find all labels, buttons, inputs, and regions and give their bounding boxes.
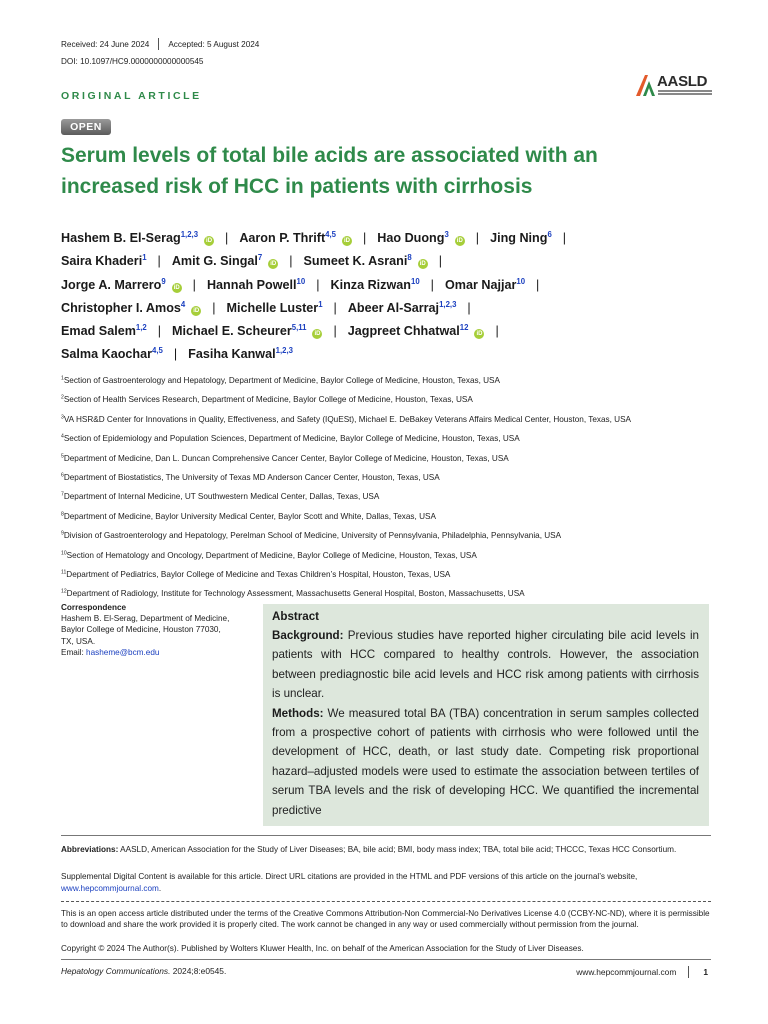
affiliation-item [61,453,721,472]
affiliation-text: Department of Internal Medicine, UT Southwestern Medical Center, Dallas, Texas, USA [63,492,380,502]
author-line [61,274,711,297]
doi[interactable]: DOI: 10.1097/HC9.0000000000000545 [61,57,204,66]
background-label: Background: [272,629,344,642]
author-separator: | [333,300,337,315]
author-separator: | [173,347,178,362]
author-separator: | [157,324,162,339]
background-text: Previous studies have reported higher circulating bile acid levels in patients with HCC compared to healthy controls. However, the association between prediagnostic bile acid levels and HCC risk among patients with cirrhosis is unclear. [272,629,699,701]
correspondence-email-line [61,647,251,658]
footer-separator [688,966,689,978]
email-link[interactable]: hasheme@bcm.edu [86,647,160,657]
author-separator: | [467,300,471,315]
author [188,347,293,361]
author-name: Emad Salem [61,324,136,339]
dashed-divider [61,901,711,902]
author-name: Abeer Al-Sarraj [347,300,440,315]
abbreviations-text: AASLD, American Association for the Study of Liver Diseases; BA, bile acid; BMI, body mass index; TBA, total bile acid; THCCC, Texas HCC Consortium. [118,845,677,854]
affiliation-item [61,530,721,549]
orcid-icon[interactable]: iD [344,238,350,244]
affiliation-text: Section of Health Services Research, Department of Medicine, Baylor College of Medicine, Houston, Texas, USA [63,395,473,405]
author-line [61,343,711,366]
affiliation-text: Section of Gastroenterology and Hepatology, Department of Medicine, Baylor College of Medicine, Houston, Texas, USA [63,376,500,385]
page-number: 1 [703,967,708,977]
open-access-badge: OPEN [61,119,111,135]
affiliation-item [61,375,721,394]
author-separator: | [316,277,320,292]
footer-divider [61,959,711,960]
journal-name: Hepatology Communications. [61,966,171,976]
author-affiliation-ref[interactable]: 9 [161,276,166,286]
publication-dates [61,38,259,50]
affiliation-item [61,414,721,433]
abbreviations-label: Abbreviations: [61,845,119,854]
author-affiliation-ref[interactable]: 12 [459,323,469,332]
orcid-icon[interactable]: iD [456,238,463,244]
author-name: Hannah Powell [206,277,297,292]
author-affiliation-ref[interactable]: 1,2,3 [275,346,293,356]
affiliation-number: 5 [61,452,64,459]
author-affiliation-ref[interactable]: 1,2,3 [180,229,199,239]
abstract-heading: Abstract [272,610,320,623]
affiliation-item [61,569,721,588]
author [227,301,323,315]
affiliation-text: Section of Epidemiology and Population Sciences, Department of Medicine, Baylor College of Medicine, Houston, Texas, USA [63,434,520,444]
author [61,324,147,338]
affiliation-item [61,394,721,413]
author [61,278,182,292]
author-affiliation-ref[interactable]: 10 [516,276,526,286]
author-separator: | [225,231,229,245]
author-affiliation-ref[interactable]: 1 [318,299,323,309]
affiliation-item [61,511,721,530]
author-affiliation-ref[interactable]: 8 [407,253,412,263]
author-name: Sumeet K. Asrani [303,254,408,269]
abstract-background [272,626,699,704]
affiliation-number: 11 [61,569,67,576]
affiliation-number: 6 [61,472,64,479]
aasld-logo[interactable] [634,72,714,100]
author-list [61,227,711,367]
article-title: Serum levels of total bile acids are associated with an increased risk of HCC in patients with cirrhosis [61,144,598,198]
author-name: Michael E. Scheurer [172,324,292,339]
author-affiliation-ref[interactable]: 10 [410,276,420,286]
affiliation-item [61,472,721,491]
correspondence-line: Hashem B. El-Serag, Department of Medicine, [61,614,230,624]
author-name: Christopher I. Amos [61,300,181,315]
author-affiliation-ref[interactable]: 6 [547,229,552,239]
author [172,324,322,338]
affiliation-text: Department of Biostatistics, The University of Texas MD Anderson Cancer Center, Houston, Texas, USA [63,472,440,482]
author-separator: | [157,254,161,269]
affiliation-text: Division of Gastroenterology and Hepatology, Perelman School of Medicine, University of Pennsylvania, Philadelphia, Pennsylvania, USA [63,531,562,541]
article-type: ORIGINAL ARTICLE [61,90,202,102]
author-separator: | [212,300,216,315]
affiliation-text: Department of Medicine, Dan L. Duncan Comprehensive Cancer Center, Baylor College of Medicine, Houston, Texas, USA [63,453,509,463]
author-separator: | [363,231,367,245]
author [61,254,147,268]
aasld-logo-icon [634,72,656,98]
affiliation-number: 1 [61,375,64,382]
abstract-box [263,604,709,826]
email-label: Email: [61,647,87,657]
author-name: Jorge A. Marrero [61,277,162,292]
affiliation-text: Department of Medicine, Baylor University Medical Center, Baylor Scott and White, Dallas, Texas, USA [63,511,436,521]
correspondence-line: TX, USA. [61,636,96,646]
abbreviations [61,844,711,856]
author-name: Fasiha Kanwal [188,347,276,362]
abstract-methods [272,704,699,820]
logo-text: AASLD [657,73,708,90]
author-name: Saira Khaderi [61,254,143,269]
affiliation-number: 7 [61,491,64,498]
received-date: Received: 24 June 2024 [61,39,150,49]
author-affiliation-ref[interactable]: 5,11 [291,323,307,332]
supplemental-note [61,871,711,894]
author-separator: | [192,277,196,292]
author-name: Jing Ning [490,231,548,245]
author-separator: | [289,254,293,269]
author-separator: | [536,277,540,292]
author [304,254,428,268]
affiliation-text: Department of Radiology, Institute for Technology Assessment, Massachusetts General Hospital, Boston, Massachusetts, USA [66,589,525,599]
author-affiliation-ref[interactable]: 4 [180,299,186,309]
author-name: Michelle Luster [226,300,319,315]
author-name: Hashem B. El-Serag [61,231,181,245]
affiliation-number: 9 [61,530,64,537]
author-line [61,320,711,343]
author [61,347,163,361]
author-separator: | [475,231,480,245]
author [239,231,352,245]
author [490,231,552,245]
author-affiliation-ref[interactable]: 4,5 [152,346,163,356]
journal-link[interactable]: www.hepcommjournal.com [61,883,159,893]
author-affiliation-ref[interactable]: 4,5 [325,229,336,239]
author-affiliation-ref[interactable]: 3 [444,229,449,239]
author-affiliation-ref[interactable]: 1 [142,253,147,263]
affiliation-number: 12 [61,588,67,595]
author-name: Aaron P. Thrift [239,231,326,245]
affiliation-text: Department of Pediatrics, Baylor College of Medicine and Texas Children’s Hospital, Houston, Texas, USA [66,569,451,579]
author-line [61,227,711,250]
journal-citation [61,966,226,976]
author-separator: | [438,254,442,269]
orcid-icon[interactable]: iD [173,284,180,291]
author-name: Jagpreet Chhatwal [347,324,460,339]
author [348,324,485,338]
author-separator: | [333,324,337,339]
supplemental-text: Supplemental Digital Content is available for this article. Direct URL citations are provided in the HTML and PDF versions of this article on the journal’s website, [61,872,638,881]
orcid-icon[interactable]: iD [419,261,426,268]
date-divider [158,38,159,50]
author [207,278,305,292]
author [348,301,457,315]
author [331,278,420,292]
affiliation-item [61,491,721,510]
orcid-icon[interactable]: iD [270,261,277,268]
affiliation-number: 4 [61,433,64,440]
affiliation-item [61,550,721,569]
author-name: Amit G. Singal [171,254,258,269]
author-name: Omar Najjar [444,277,517,292]
correspondence-heading: Correspondence [61,603,127,612]
orcid-icon[interactable]: iD [314,331,321,338]
author-separator: | [430,277,434,292]
author-affiliation-ref[interactable]: 10 [296,276,306,286]
footnote-divider [61,835,711,836]
affiliation-number: 8 [61,511,64,517]
affiliation-number: 2 [61,394,64,401]
supplemental-end: . [158,883,162,893]
author-name: Kinza Rizwan [330,277,411,292]
author-name: Hao Duong [377,231,445,245]
correspondence-line: Baylor College of Medicine, Houston 77030, [61,625,221,635]
author-line [61,297,711,320]
author-line [61,250,711,273]
methods-label: Methods: [272,706,324,720]
affiliation-number: 3 [61,414,64,421]
author [172,254,278,268]
journal-site[interactable]: www.hepcommjournal.com [576,967,677,977]
accepted-date: Accepted: 5 August 2024 [168,39,260,49]
author-separator: | [495,324,499,339]
author [445,278,525,292]
author-separator: | [562,231,567,245]
affiliation-text: VA HSR&D Center for Innovations in Quality, Effectiveness, and Safety (IQuESt), Michael E. DeBakey Veterans Affairs Medical Center, Houston, Texas, USA [63,414,632,424]
orcid-icon[interactable]: iD [206,238,213,244]
correspondence [61,602,251,658]
orcid-icon[interactable]: iD [193,307,200,314]
footer-right [576,966,708,978]
affiliation-list [61,375,721,608]
author-name: Salma Kaochar [61,347,152,362]
author [61,301,201,315]
author [377,231,465,245]
copyright-text: Copyright © 2024 The Author(s). Published by Wolters Kluwer Health, Inc. on behalf of the American Association for the Study of Liver Diseases. [61,944,584,953]
methods-text: We measured total BA (TBA) concentration in serum samples collected from a prospective cohort of patients with cirrhosis who were followed until the development of HCC, death, or last study date. Competing risk proportional hazard–adjusted models were used to estimate the association between tertiles of serum TBA levels and the risk of developing HCC. We quantified the incremental predictive [272,706,699,817]
license-text: This is an open access article distributed under the terms of the Creative Commons Attribution-Non Commercial-No Derivatives License 4.0 (CCBY-NC-ND), where it is permissible to download and share the work provided it is properly cited. The work cannot be changed in any way or used commercially without permission from the journal. [61,909,710,929]
affiliation-number: 10 [61,549,67,556]
affiliation-item [61,433,721,452]
orcid-icon[interactable]: iD [476,331,483,338]
logo-tagline [658,90,712,97]
author-affiliation-ref[interactable]: 7 [257,253,263,263]
author-affiliation-ref[interactable]: 1,2,3 [439,299,457,309]
author [61,231,214,245]
affiliation-text: Section of Hematology and Oncology, Department of Medicine, Baylor College of Medicine, Houston, Texas, USA [66,550,477,560]
citation-text: 2024;8:e0545. [170,966,227,976]
author-affiliation-ref[interactable]: 1,2 [135,323,147,332]
